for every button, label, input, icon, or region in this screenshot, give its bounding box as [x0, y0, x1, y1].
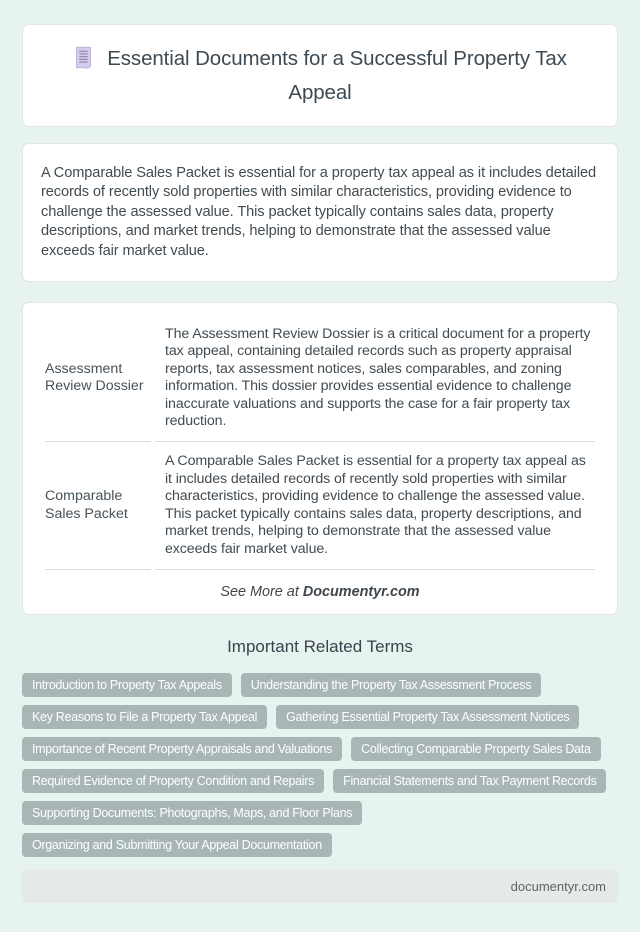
document-description: A Comparable Sales Packet is essential for a property tax appeal as it includes detailed records of recently sold properties with similar characteristics, providing evidence to challenge the assessed value. This packet typically contains sales data, property descriptions, and market trends, helping to demonstrate that the assessed value exceeds fair market value. — [155, 442, 595, 569]
receipt-icon — [73, 45, 94, 78]
related-terms-list — [22, 673, 618, 857]
related-term-pill[interactable]: Required Evidence of Property Condition and Repairs — [22, 769, 324, 793]
documents-table — [41, 315, 599, 570]
see-more-prefix: See More at — [220, 583, 299, 600]
related-term-pill[interactable]: Understanding the Property Tax Assessment Process — [241, 673, 541, 697]
related-term-pill[interactable]: Financial Statements and Tax Payment Records — [333, 769, 606, 793]
summary-text: A Comparable Sales Packet is essential for a property tax appeal as it includes detailed records of recently sold properties with similar characteristics, providing evidence to challenge the assessed value. This packet typically contains sales data, property descriptions, and market trends, helping to demonstrate that the assessed value exceeds fair market value. — [41, 165, 596, 259]
see-more-site-link[interactable]: Documentyr.com — [302, 583, 420, 600]
related-term-pill[interactable]: Key Reasons to File a Property Tax Appeal — [22, 705, 267, 729]
title-card — [22, 24, 618, 127]
summary-card — [22, 143, 618, 282]
related-term-pill[interactable]: Importance of Recent Property Appraisals and Valuations — [22, 737, 342, 761]
related-terms-heading: Important Related Terms — [227, 636, 413, 656]
documents-card — [22, 302, 618, 615]
related-term-pill[interactable]: Gathering Essential Property Tax Assessment Notices — [276, 705, 579, 729]
document-description: The Assessment Review Dossier is a critical document for a property tax appeal, containing detailed records such as property appraisal reports, tax assessment notices, sales comparables, and zoning information. This dossier provides essential evidence to challenge inaccurate valuations and supports the case for a fair property tax reduction. — [155, 315, 595, 442]
table-row — [45, 315, 595, 442]
footer-site-text: documentyr.com — [510, 878, 606, 894]
footer-bar — [22, 870, 618, 903]
table-row — [45, 442, 595, 569]
document-term: Comparable Sales Packet — [45, 442, 151, 569]
related-term-pill[interactable]: Organizing and Submitting Your Appeal Documentation — [22, 833, 332, 857]
page-title — [66, 44, 574, 107]
related-term-pill[interactable]: Supporting Documents: Photographs, Maps, and Floor Plans — [22, 801, 362, 825]
related-term-pill[interactable]: Introduction to Property Tax Appeals — [22, 673, 232, 697]
document-term: Assessment Review Dossier — [45, 315, 151, 442]
page-title-text: Essential Documents for a Successful Property Tax Appeal — [107, 47, 567, 104]
related-term-pill[interactable]: Collecting Comparable Property Sales Data — [351, 737, 601, 761]
see-more-line — [41, 584, 599, 600]
